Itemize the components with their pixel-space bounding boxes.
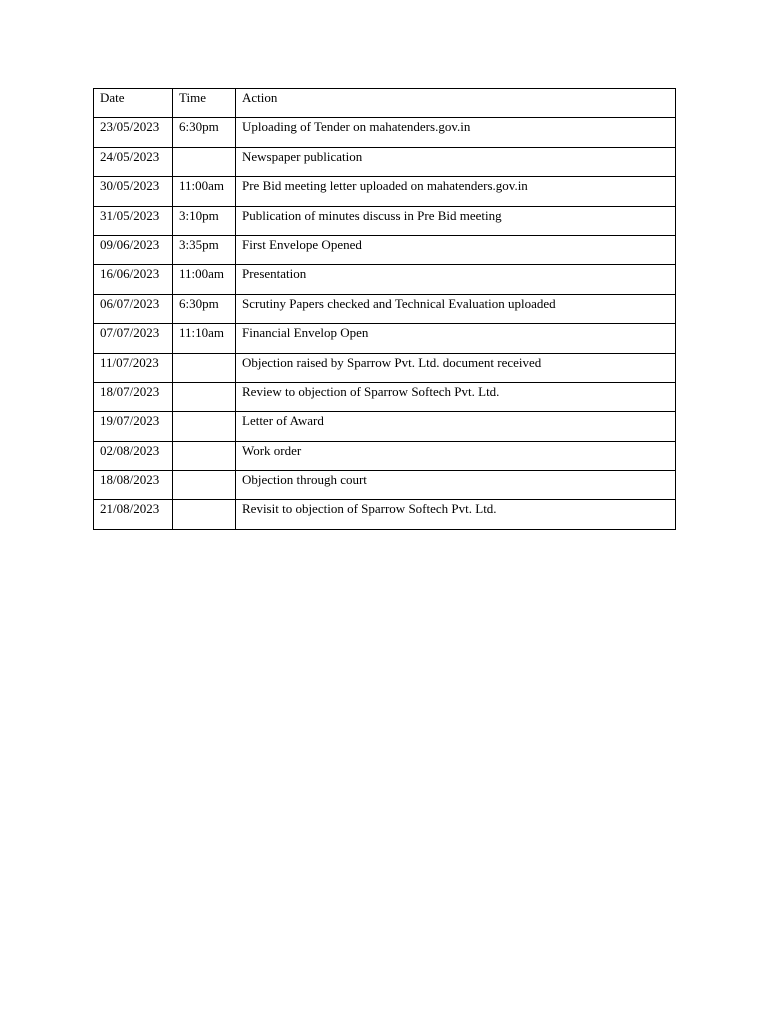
time-cell bbox=[173, 412, 236, 441]
date-cell: 23/05/2023 bbox=[94, 118, 173, 147]
table-row bbox=[94, 235, 676, 264]
action-cell: Publication of minutes discuss in Pre Bid meeting bbox=[236, 206, 676, 235]
table-row bbox=[94, 118, 676, 147]
time-cell: 3:10pm bbox=[173, 206, 236, 235]
time-cell: 6:30pm bbox=[173, 294, 236, 323]
time-cell: 6:30pm bbox=[173, 118, 236, 147]
date-cell: 21/08/2023 bbox=[94, 500, 173, 529]
table-row bbox=[94, 324, 676, 353]
time-cell bbox=[173, 500, 236, 529]
action-cell: Pre Bid meeting letter uploaded on mahatenders.gov.in bbox=[236, 177, 676, 206]
time-cell: 11:10am bbox=[173, 324, 236, 353]
table-row bbox=[94, 412, 676, 441]
table-row bbox=[94, 471, 676, 500]
table-row bbox=[94, 294, 676, 323]
time-column-header: Time bbox=[173, 89, 236, 118]
date-cell: 02/08/2023 bbox=[94, 441, 173, 470]
date-cell: 19/07/2023 bbox=[94, 412, 173, 441]
time-cell bbox=[173, 441, 236, 470]
date-cell: 30/05/2023 bbox=[94, 177, 173, 206]
table-row bbox=[94, 147, 676, 176]
time-cell bbox=[173, 382, 236, 411]
action-cell: Review to objection of Sparrow Softech Pvt. Ltd. bbox=[236, 382, 676, 411]
action-column-header: Action bbox=[236, 89, 676, 118]
date-cell: 18/07/2023 bbox=[94, 382, 173, 411]
table-row bbox=[94, 441, 676, 470]
time-cell bbox=[173, 147, 236, 176]
table-row bbox=[94, 177, 676, 206]
time-cell bbox=[173, 353, 236, 382]
time-cell bbox=[173, 471, 236, 500]
table-row bbox=[94, 500, 676, 529]
date-cell: 07/07/2023 bbox=[94, 324, 173, 353]
date-cell: 24/05/2023 bbox=[94, 147, 173, 176]
date-cell: 09/06/2023 bbox=[94, 235, 173, 264]
date-cell: 06/07/2023 bbox=[94, 294, 173, 323]
action-cell: Financial Envelop Open bbox=[236, 324, 676, 353]
table-row bbox=[94, 265, 676, 294]
action-cell: Work order bbox=[236, 441, 676, 470]
action-cell: Objection raised by Sparrow Pvt. Ltd. document received bbox=[236, 353, 676, 382]
action-cell: Presentation bbox=[236, 265, 676, 294]
action-cell: Letter of Award bbox=[236, 412, 676, 441]
action-cell: Scrutiny Papers checked and Technical Evaluation uploaded bbox=[236, 294, 676, 323]
time-cell: 3:35pm bbox=[173, 235, 236, 264]
date-cell: 18/08/2023 bbox=[94, 471, 173, 500]
table-row bbox=[94, 206, 676, 235]
date-cell: 16/06/2023 bbox=[94, 265, 173, 294]
table-row bbox=[94, 382, 676, 411]
date-cell: 31/05/2023 bbox=[94, 206, 173, 235]
action-cell: Newspaper publication bbox=[236, 147, 676, 176]
table-header-row bbox=[94, 89, 676, 118]
table-row bbox=[94, 353, 676, 382]
time-cell: 11:00am bbox=[173, 265, 236, 294]
date-cell: 11/07/2023 bbox=[94, 353, 173, 382]
action-cell: Revisit to objection of Sparrow Softech Pvt. Ltd. bbox=[236, 500, 676, 529]
action-cell: Uploading of Tender on mahatenders.gov.in bbox=[236, 118, 676, 147]
time-cell: 11:00am bbox=[173, 177, 236, 206]
tender-schedule-table bbox=[93, 88, 676, 530]
date-column-header: Date bbox=[94, 89, 173, 118]
action-cell: First Envelope Opened bbox=[236, 235, 676, 264]
action-cell: Objection through court bbox=[236, 471, 676, 500]
